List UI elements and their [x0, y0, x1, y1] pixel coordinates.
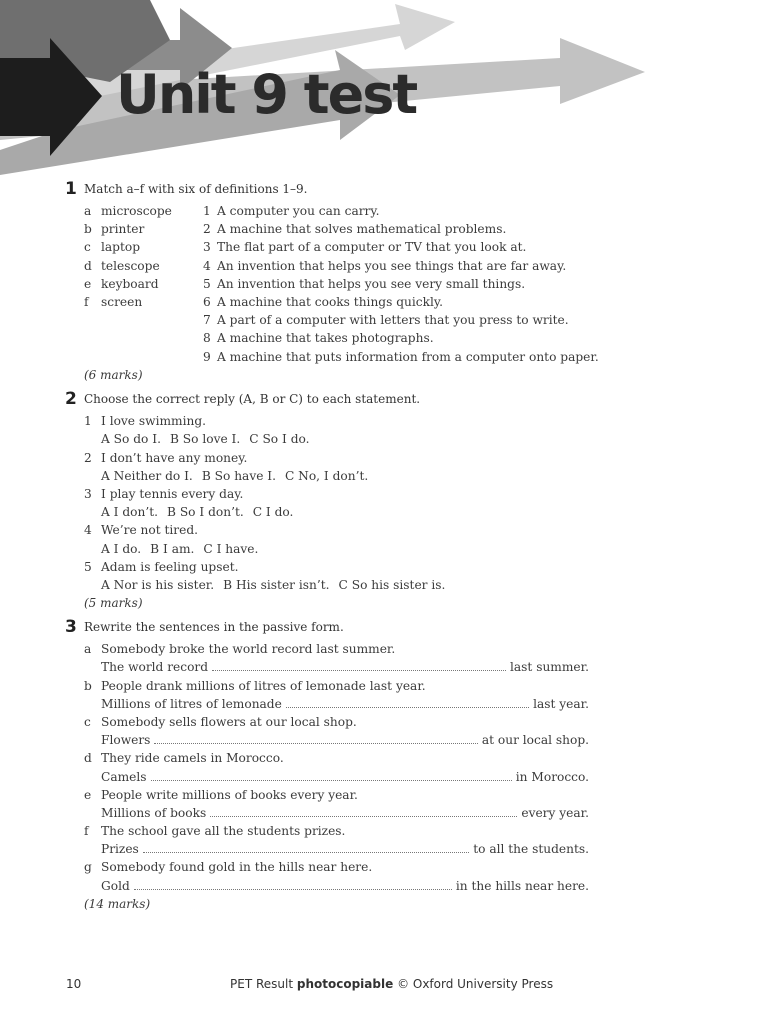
answer-line[interactable]: Camels in Morocco.: [101, 770, 589, 784]
section-2-number: 2: [65, 389, 77, 409]
section-3-number: 3: [65, 617, 77, 637]
section-3-instruction: Rewrite the sentences in the passive form.: [84, 620, 344, 634]
answer-line[interactable]: The world record last summer.: [101, 660, 589, 674]
page-number: 10: [66, 977, 82, 991]
section-2-instruction: Choose the correct reply (A, B or C) to each statement.: [84, 392, 421, 406]
section-2-marks: (5 marks): [84, 596, 143, 610]
answer-line[interactable]: Prizes to all the students.: [101, 842, 589, 856]
section-3-marks: (14 marks): [84, 897, 151, 911]
section-1-instruction: Match a–f with six of definitions 1–9.: [84, 182, 308, 196]
section-1-number: 1: [65, 179, 77, 199]
answer-line[interactable]: Gold in the hills near here.: [101, 879, 589, 893]
copyright-credit: PET Result photocopiable © Oxford University Press: [230, 977, 554, 991]
page-title: Unit 9 test: [116, 63, 417, 126]
answer-line[interactable]: Millions of litres of lemonade last year.: [101, 697, 589, 711]
answer-line[interactable]: Flowers at our local shop.: [101, 733, 589, 747]
section-1-marks: (6 marks): [84, 368, 143, 382]
answer-line[interactable]: Millions of books every year.: [101, 806, 589, 820]
